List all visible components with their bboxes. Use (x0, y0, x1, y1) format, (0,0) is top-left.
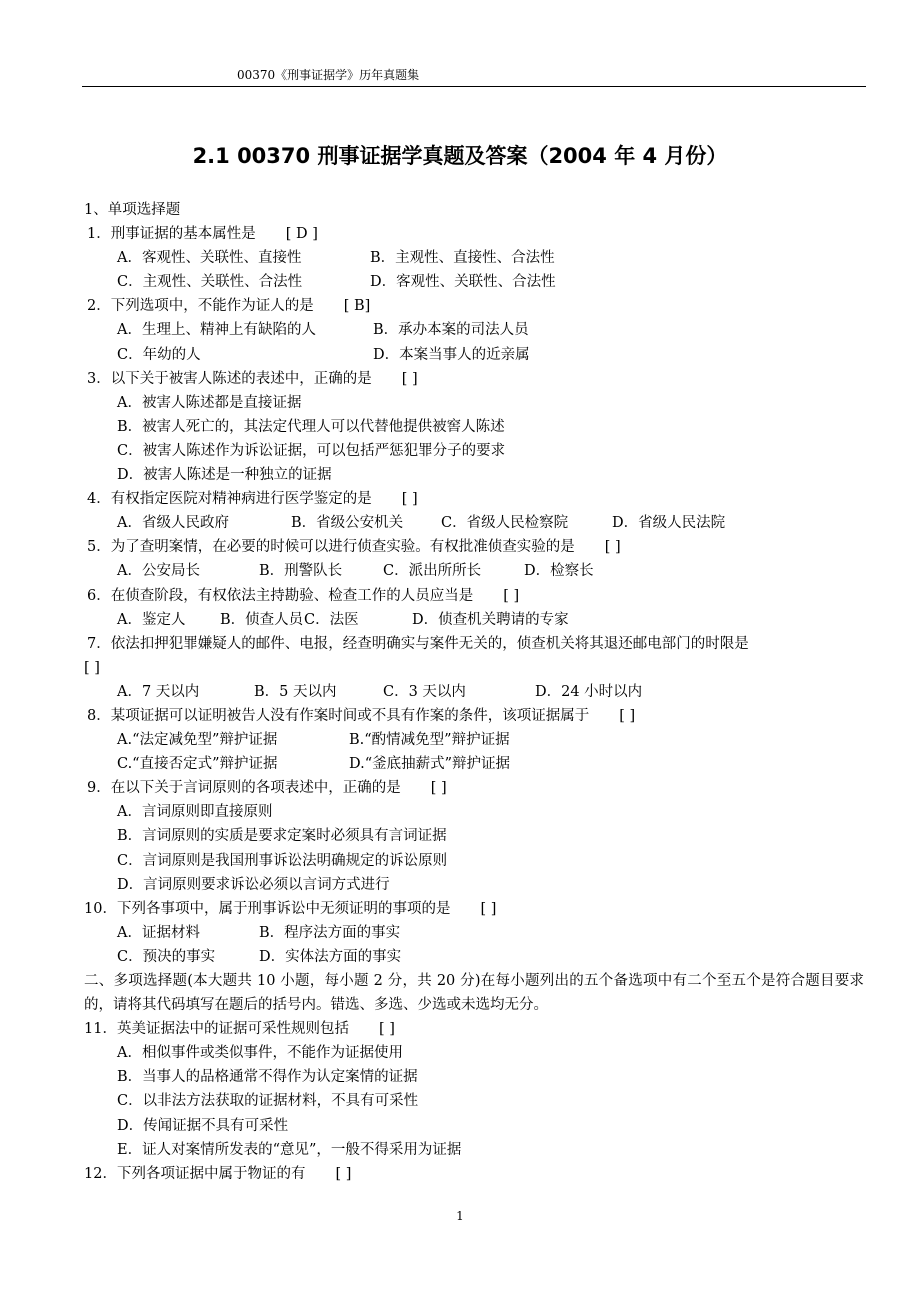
option-row (84, 270, 864, 294)
option: B．5 天以内 (254, 683, 337, 700)
question-8 (84, 704, 864, 728)
option: A．鉴定人 (117, 611, 186, 628)
option-row (84, 343, 864, 367)
option: C．省级人民检察院 (441, 515, 569, 532)
question-stem: 9．在以下关于言词原则的各项表述中，正确的是 (87, 780, 401, 797)
question-2 (84, 294, 864, 318)
option: B．程序法方面的事实 (259, 924, 401, 941)
option: B．当事人的品格通常不得作为认定案情的证据 (117, 1069, 418, 1086)
option-row (84, 511, 864, 535)
answer-bracket: [ ] (335, 1165, 352, 1182)
option-row (84, 728, 864, 752)
option: D．24 小时以内 (535, 683, 643, 700)
answer-bracket: [ B] (343, 298, 371, 315)
question-stem: 2．下列选项中，不能作为证人的是 (87, 298, 314, 315)
answer-bracket: [ ] (430, 780, 447, 797)
running-header: 00370《刑事证据学》历年真题集 (237, 68, 420, 82)
question-stem: 1．刑事证据的基本属性是 (87, 226, 256, 243)
option-row (84, 945, 864, 969)
question-3 (84, 367, 864, 391)
option: C.“直接否定式”辩护证据 (117, 756, 278, 773)
option: C．被害人陈述作为诉讼证据，可以包括严惩犯罪分子的要求 (117, 442, 506, 459)
section-intro: 二、多项选择题(本大题共 10 小题，每小题 2 分，共 20 分)在每小题列出的五个备选项中有二个至五个是符合题目要求的，请将其代码填写在题后的括号内。错选、多选、少选或未选均无分。 (84, 973, 864, 1014)
option: A．省级人民政府 (117, 515, 229, 532)
option: B．刑警队长 (259, 563, 343, 580)
option: D.“釜底抽薪式”辩护证据 (349, 756, 511, 773)
option: C．以非法方法获取的证据材料，不具有可采性 (117, 1093, 419, 1110)
option: A．被害人陈述都是直接证据 (117, 394, 302, 411)
question-5 (84, 535, 864, 559)
option: A．证据材料 (117, 924, 200, 941)
answer-bracket: [ ] (619, 707, 636, 724)
option: A．客观性、关联性、直接性 (117, 250, 302, 267)
option: D．检察长 (524, 563, 594, 580)
question-stem: 12．下列各项证据中属于物证的有 (84, 1165, 306, 1182)
exam-content (84, 198, 864, 1186)
option: A．言词原则即直接原则 (117, 804, 273, 821)
question-10 (84, 897, 864, 921)
option-row (84, 752, 864, 776)
option: C．主观性、关联性、合法性 (117, 274, 303, 291)
answer-bracket: [ ] (401, 370, 418, 387)
answer-bracket: [ ] (480, 900, 497, 917)
option: A.“法定减免型”辩护证据 (117, 732, 278, 749)
question-4 (84, 487, 864, 511)
option-row (84, 608, 864, 632)
answer-bracket: [ ] (378, 1021, 395, 1038)
question-stem: 5．为了查明案情，在必要的时候可以进行侦查实验。有权批准侦查实验的是 (87, 539, 575, 556)
section-heading: 1、单项选择题 (84, 202, 181, 218)
option: A．相似事件或类似事件，不能作为证据使用 (117, 1045, 403, 1062)
answer-bracket: [ ] (503, 587, 520, 604)
option: C．3 天以内 (383, 683, 466, 700)
question-stem: 11．英美证据法中的证据可采性规则包括 (84, 1021, 349, 1038)
question-stem: 8．某项证据可以证明被告人没有作案时间或不具有作案的条件，该项证据属于 (87, 707, 590, 724)
question-12 (84, 1162, 864, 1186)
option: A．7 天以内 (117, 683, 200, 700)
answer-bracket: [ ] (604, 539, 621, 556)
option: B．承办本案的司法人员 (373, 322, 529, 339)
option-row (84, 921, 864, 945)
option: D．传闻证据不具有可采性 (117, 1117, 289, 1134)
option-row (84, 559, 864, 583)
option: C．派出所所长 (383, 563, 482, 580)
question-1 (84, 222, 864, 246)
option: B．主观性、直接性、合法性 (370, 250, 555, 267)
option: E．证人对案情所发表的“意见”，一般不得采用为证据 (117, 1141, 462, 1158)
option: D．省级人民法院 (612, 515, 726, 532)
option: D．客观性、关联性、合法性 (370, 274, 556, 291)
option: C．法医 (304, 611, 359, 628)
question-9 (84, 776, 864, 800)
option: A．生理上、精神上有缺陷的人 (117, 322, 316, 339)
option-row (84, 680, 864, 704)
question-stem: 4．有权指定医院对精神病进行医学鉴定的是 (87, 491, 372, 508)
option: C．言词原则是我国刑事诉讼法明确规定的诉讼原则 (117, 852, 448, 869)
option: A．公安局长 (117, 563, 200, 580)
question-11 (84, 1017, 864, 1041)
option: D．言词原则要求诉讼必须以言词方式进行 (117, 876, 390, 893)
question-stem: 10．下列各事项中，属于刑事诉讼中无须证明的事项的是 (84, 900, 451, 917)
option: D．本案当事人的近亲属 (373, 346, 530, 363)
option: B．侦查人员 (220, 611, 304, 628)
option: B.“酌情减免型”辩护证据 (349, 732, 510, 749)
option: B．省级公安机关 (291, 515, 404, 532)
page-number: 1 (456, 1209, 464, 1223)
answer-bracket: [ ] (84, 659, 100, 676)
answer-bracket: [ ] (401, 491, 418, 508)
option-row (84, 318, 864, 342)
question-6 (84, 584, 864, 608)
option: D．实体法方面的事实 (259, 948, 402, 965)
option: B．言词原则的实质是要求定案时必须具有言词证据 (117, 828, 447, 845)
question-stem: 3．以下关于被害人陈述的表述中，正确的是 (87, 370, 372, 387)
option: C．年幼的人 (117, 346, 201, 363)
option: B．被害人死亡的，其法定代理人可以代替他提供被窖人陈述 (117, 418, 505, 435)
option: D．被害人陈述是一种独立的证据 (117, 467, 332, 484)
option-row (84, 246, 864, 270)
page-title: 2.1 00370 刑事证据学真题及答案（2004 年 4 月份） (192, 144, 728, 168)
answer-bracket: [ D ] (285, 226, 318, 243)
header-divider (82, 86, 866, 87)
option: D．侦查机关聘请的专家 (412, 611, 569, 628)
question-7: 7．依法扣押犯罪嫌疑人的邮件、电报，经查明确实与案件无关的，侦查机关将其退还邮电部门的时限是 (87, 635, 749, 652)
option: C．预决的事实 (117, 948, 216, 965)
question-stem: 6．在侦查阶段，有权依法主持勘验、检查工作的人员应当是 (87, 587, 474, 604)
